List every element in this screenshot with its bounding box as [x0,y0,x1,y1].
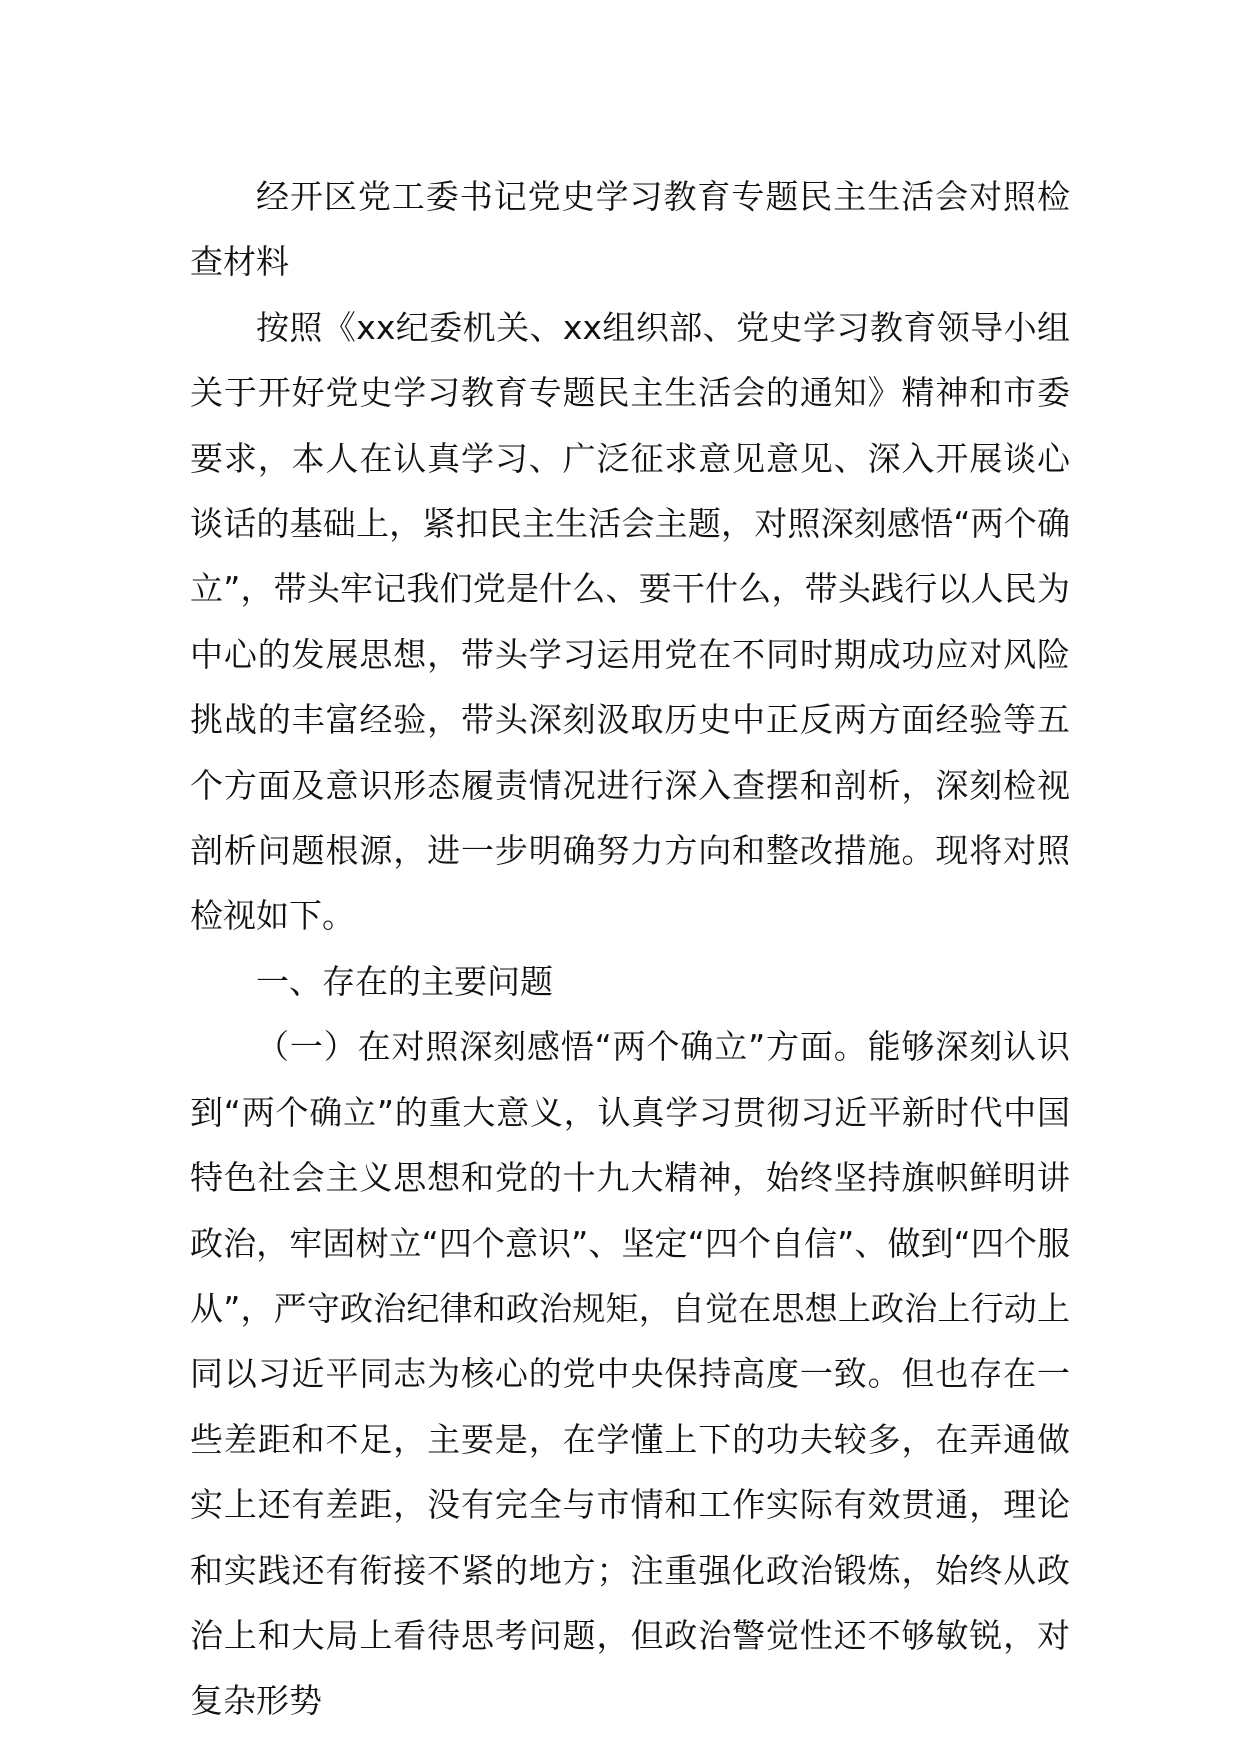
document-body [190,164,1070,1734]
intro-paragraph: 按照《xx纪委机关、xx组织部、党史学习教育领导小组关于开好党史学习教育专题民主生活会的通知》精神和市委要求，本人在认真学习、广泛征求意见意见、深入开展谈心谈话的基础上，紧扣民主生活会主题，对照深刻感悟“两个确立”，带头牢记我们党是什么、要干什么，带头践行以人民为中心的发展思想，带头学习运用党在不同时期成功应对风险挑战的丰富经验，带头深刻汲取历史中正反两方面经验等五个方面及意识形态履责情况进行深入查摆和剖析，深刻检视剖析问题根源，进一步明确努力方向和整改措施。现将对照检视如下。 [190,307,1070,936]
document-title: 经开区党工委书记党史学习教育专题民主生活会对照检查材料 [190,177,1070,282]
body-paragraph: （一）在对照深刻感悟“两个确立”方面。能够深刻认识到“两个确立”的重大意义，认真学习贯彻习近平新时代中国特色社会主义思想和党的十九大精神，始终坚持旗帜鲜明讲政治，牢固树立“四个意识”、坚定“四个自信”、做到“四个服从”，严守政治纪律和政治规矩，自觉在思想上政治上行动上同以习近平同志为核心的党中央保持高度一致。但也存在一些差距和不足，主要是，在学懂上下的功夫较多，在弄通做实上还有差距，没有完全与市情和工作实际有效贯通，理论和实践还有衔接不紧的地方；注重强化政治锻炼，始终从政治上和大局上看待思考问题，但政治警觉性还不够敏锐，对复杂形势 [190,1027,1070,1721]
section-heading: 一、存在的主要问题 [256,961,553,1001]
